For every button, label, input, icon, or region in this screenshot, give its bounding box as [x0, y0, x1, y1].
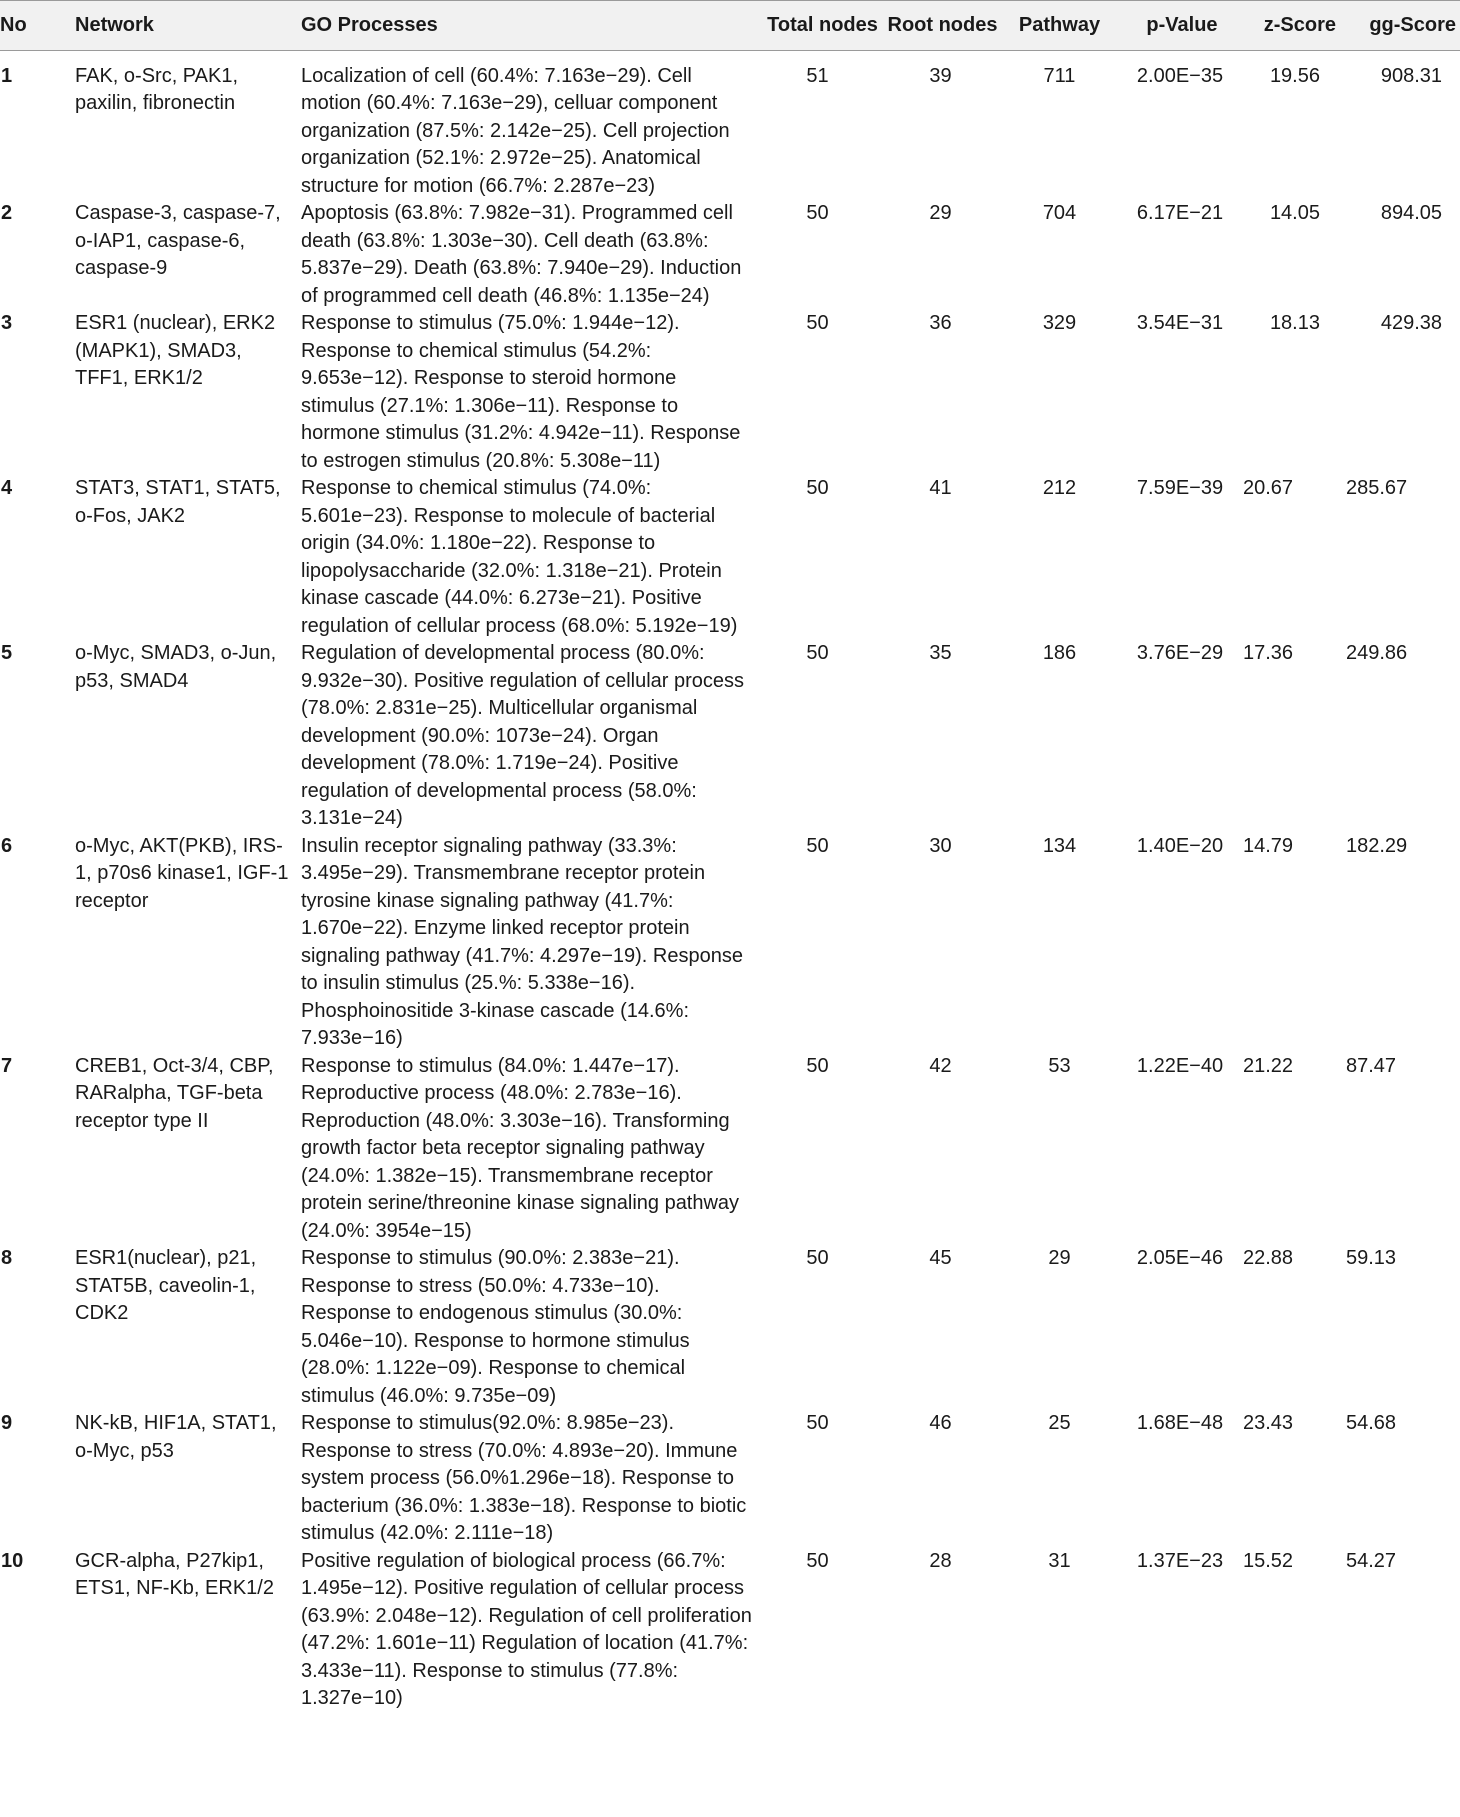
root-nodes-cell: 45: [929, 1247, 952, 1269]
gg-score-cell: 908.31: [1380, 64, 1442, 87]
total-nodes-cell: 50: [806, 1412, 829, 1434]
p-value-cell: 6.17E−21: [1136, 202, 1224, 224]
table-row: [0, 310, 1460, 475]
z-score-cell: 23.43: [1243, 1412, 1294, 1434]
gg-score-cell: 285.67: [1346, 477, 1408, 499]
p-value-cell: 1.37E−23: [1136, 1549, 1224, 1572]
table-row: [0, 200, 1460, 310]
row-number: 2: [1, 202, 13, 224]
z-score-cell: 22.88: [1243, 1247, 1294, 1269]
p-value-cell: 2.05E−46: [1136, 1247, 1224, 1269]
pathway-cell: 329: [1042, 312, 1077, 334]
row-number: 1: [1, 64, 13, 87]
pathway-cell: 704: [1042, 202, 1077, 224]
p-value-cell: 1.22E−40: [1136, 1054, 1224, 1077]
p-value-cell: 1.40E−20: [1136, 834, 1224, 857]
pathway-cell: 212: [1042, 477, 1077, 499]
table-row: [0, 1548, 1460, 1713]
z-score-cell: 17.36: [1243, 642, 1294, 664]
root-nodes-cell: 36: [929, 312, 952, 334]
table-row: [0, 1053, 1460, 1246]
table-row: [0, 50, 1460, 200]
pathway-cell: 53: [1048, 1054, 1071, 1077]
p-value-cell: 2.00E−35: [1136, 64, 1224, 87]
pathway-cell: 29: [1048, 1247, 1071, 1269]
go-processes-cell: Regulation of developmental process (80.0%: 9.932e−30). Positive regulation of cellular process (78.0%: 2.831e−25). Multicellular organismal development (90.0%: 1073e−24). Organ development (78.0%: 1.719e−24). Positive regulation of developmental process (58.0%: 3.131e−24): [301, 642, 745, 829]
header-total-nodes: Total nodes: [758, 1, 887, 51]
network-cell: NK-kB, HIF1A, STAT1, o-Myc, p53: [75, 1412, 277, 1462]
gg-score-cell: 182.29: [1346, 834, 1408, 857]
pathway-cell: 134: [1042, 834, 1077, 857]
z-score-cell: 18.13: [1269, 312, 1320, 334]
network-cell: o-Myc, AKT(PKB), IRS-1, p70s6 kinase1, IGF-1 receptor: [75, 834, 289, 912]
total-nodes-cell: 50: [806, 642, 829, 664]
gg-score-cell: 87.47: [1346, 1054, 1397, 1077]
root-nodes-cell: 29: [929, 202, 952, 224]
z-score-cell: 19.56: [1269, 64, 1320, 87]
total-nodes-cell: 50: [806, 312, 829, 334]
root-nodes-cell: 30: [929, 834, 952, 857]
gg-score-cell: 894.05: [1380, 202, 1442, 224]
network-cell: o-Myc, SMAD3, o-Jun, p53, SMAD4: [75, 642, 277, 692]
row-number: 9: [1, 1412, 13, 1434]
gg-score-cell: 249.86: [1346, 642, 1408, 664]
table-body: [0, 50, 1460, 1713]
root-nodes-cell: 42: [929, 1054, 952, 1077]
network-cell: GCR-alpha, P27kip1, ETS1, NF-Kb, ERK1/2: [75, 1549, 274, 1599]
z-score-cell: 21.22: [1243, 1054, 1294, 1077]
root-nodes-cell: 41: [929, 477, 952, 499]
table-row: [0, 833, 1460, 1053]
network-cell: ESR1(nuclear), p21, STAT5B, caveolin-1, CDK2: [75, 1247, 257, 1324]
z-score-cell: 20.67: [1243, 477, 1294, 499]
go-processes-cell: Response to stimulus (84.0%: 1.447e−17). Reproductive process (48.0%: 2.783e−16). Reproduction (48.0%: 3.303e−16). Transforming growth factor beta receptor signaling pathway (24.0%: 1.382e−15). Transmembrane receptor protein serine/threonine kinase signaling pathway (24.0%: 3954e−15): [301, 1054, 740, 1242]
total-nodes-cell: 50: [806, 202, 829, 224]
root-nodes-cell: 39: [929, 64, 952, 87]
header-gg-score: gg-Score: [1346, 1, 1460, 51]
table-header: [0, 1, 1460, 51]
pathway-cell: 25: [1048, 1412, 1071, 1434]
gg-score-cell: 54.68: [1346, 1412, 1397, 1434]
row-number: 4: [1, 477, 13, 499]
gg-score-cell: 429.38: [1380, 312, 1442, 334]
z-score-cell: 14.79: [1243, 834, 1294, 857]
go-processes-cell: Response to stimulus (75.0%: 1.944e−12). Response to chemical stimulus (54.2%: 9.653e−12). Response to steroid hormone stimulus (27.1%: 1.306e−11). Response to hormone stimulus (31.2%: 4.942e−11). Response to estrogen stimulus (20.8%: 5.308e−11): [301, 312, 741, 472]
row-number: 10: [1, 1549, 24, 1572]
pathway-cell: 31: [1048, 1549, 1071, 1572]
header-root-nodes: Root nodes: [887, 1, 998, 51]
row-number: 6: [1, 834, 13, 857]
header-network: Network: [75, 1, 300, 51]
z-score-cell: 14.05: [1269, 202, 1320, 224]
header-pathway: Pathway: [998, 1, 1121, 51]
row-number: 8: [1, 1247, 13, 1269]
network-cell: CREB1, Oct-3/4, CBP, RARalpha, TGF-beta receptor type II: [75, 1054, 274, 1132]
table-row: [0, 1245, 1460, 1410]
header-row: [0, 1, 1460, 51]
p-value-cell: 1.68E−48: [1136, 1412, 1224, 1434]
go-processes-cell: Response to stimulus(92.0%: 8.985e−23). Response to stress (70.0%: 4.893e−20). Immune system process (56.0%1.296e−18). Response to bacterium (36.0%: 1.383e−18). Response to biotic stimulus (42.0%: 2.111e−18): [301, 1412, 747, 1544]
header-no: No: [0, 1, 75, 51]
root-nodes-cell: 46: [929, 1412, 952, 1434]
pathway-cell: 711: [1043, 64, 1076, 87]
row-number: 7: [1, 1054, 13, 1077]
go-processes-cell: Localization of cell (60.4%: 7.163e−29). Cell motion (60.4%: 7.163e−29), celluar component organization (87.5%: 2.142e−25). Cell projection organization (52.1%: 2.972e−25). Anatomical structure for motion (66.7%: 2.287e−23): [301, 64, 730, 197]
p-value-cell: 7.59E−39: [1136, 477, 1224, 499]
root-nodes-cell: 35: [929, 642, 952, 664]
z-score-cell: 15.52: [1243, 1549, 1294, 1572]
total-nodes-cell: 50: [806, 1054, 829, 1077]
network-cell: STAT3, STAT1, STAT5, o-Fos, JAK2: [75, 477, 281, 527]
network-cell: ESR1 (nuclear), ERK2 (MAPK1), SMAD3, TFF1, ERK1/2: [75, 312, 276, 389]
header-p-value: p-Value: [1121, 1, 1243, 51]
network-cell: Caspase-3, caspase-7, o-IAP1, caspase-6, caspase-9: [75, 202, 281, 279]
table-row: [0, 640, 1460, 833]
total-nodes-cell: 50: [806, 1549, 829, 1572]
go-processes-cell: Response to stimulus (90.0%: 2.383e−21). Response to stress (50.0%: 4.733e−10). Response to endogenous stimulus (30.0%: 5.046e−10). Response to hormone stimulus (28.0%: 1.122e−09). Response to chemical stimulus (46.0%: 9.735e−09): [301, 1247, 690, 1407]
go-processes-cell: Positive regulation of biological process (66.7%: 1.495e−12). Positive regulation of cellular process (63.9%: 2.048e−12). Regulation of cell proliferation (47.2%: 1.601e−11) Regulation of location (41.7%: 3.433e−11). Response to stimulus (77.8%: 1.327e−10): [301, 1549, 752, 1709]
network-cell: FAK, o-Src, PAK1, paxilin, fibronectin: [75, 64, 239, 114]
table-row: [0, 475, 1460, 640]
total-nodes-cell: 50: [806, 834, 829, 857]
pathway-cell: 186: [1042, 642, 1077, 664]
p-value-cell: 3.76E−29: [1136, 642, 1224, 664]
row-number: 3: [1, 312, 13, 334]
header-go-processes: GO Processes: [300, 1, 758, 51]
gg-score-cell: 59.13: [1346, 1247, 1397, 1269]
gg-score-cell: 54.27: [1346, 1549, 1397, 1572]
row-number: 5: [1, 642, 13, 664]
header-z-score: z-Score: [1243, 1, 1346, 51]
total-nodes-cell: 51: [806, 64, 829, 87]
go-processes-cell: Response to chemical stimulus (74.0%: 5.601e−23). Response to molecule of bacterial origin (34.0%: 1.180e−22). Response to lipopolysaccharide (32.0%: 1.318e−21). Protein kinase cascade (44.0%: 6.273e−21). Positive regulation of cellular process (68.0%: 5.192e−19): [301, 477, 738, 637]
total-nodes-cell: 50: [806, 1247, 829, 1269]
table-row: [0, 1410, 1460, 1548]
root-nodes-cell: 28: [929, 1549, 952, 1572]
total-nodes-cell: 50: [806, 477, 829, 499]
p-value-cell: 3.54E−31: [1136, 312, 1224, 334]
go-processes-cell: Apoptosis (63.8%: 7.982e−31). Programmed cell death (63.8%: 1.303e−30). Cell death (63.8%: 5.837e−29). Death (63.8%: 7.940e−29). Induction of programmed cell death (46.8%: 1.135e−24): [301, 202, 742, 307]
go-processes-cell: Insulin receptor signaling pathway (33.3%: 3.495e−29). Transmembrane receptor protein tyrosine kinase signaling pathway (41.7%: 1.670e−22). Enzyme linked receptor protein signaling pathway (41.7%: 4.297e−19). Response to insulin stimulus (25.%: 5.338e−16). Phosphoinositide 3-kinase cascade (14.6%: 7.933e−16): [301, 834, 743, 1049]
